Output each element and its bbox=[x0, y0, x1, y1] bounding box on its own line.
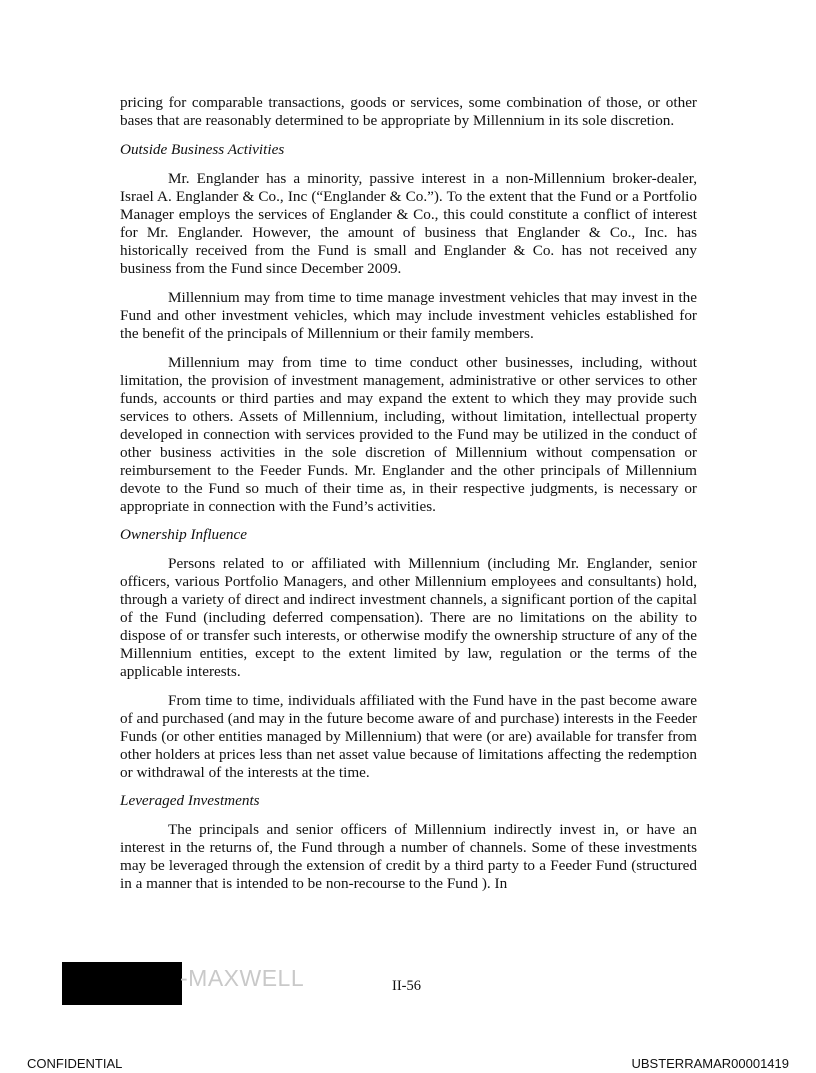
paragraph-pricing: pricing for comparable transactions, goods or services, some combination of those, or other bases that are reasonably determined to be appropriate by Millennium in its sole discretion. bbox=[120, 94, 697, 129]
paragraph-other-businesses: Millennium may from time to time conduct other businesses, including, without limitation, the provision of investment management, administrative or other services to other funds, accounts or third parties and may expand the extent to which they may provide such services to others. Assets of Millennium, including, without limitation, intellectual property developed in connection with services provided to the Fund may be utilized in the conduct of other business activities in the sole discretion of Millennium without compensation or reimbursement to the Feeder Funds. Mr. Englander and the other principals of Millennium devote to the Fund so much of their time as, in their respective judgments, is necessary or appropriate in connection with the Fund’s activities. bbox=[120, 354, 697, 515]
paragraph-persons-affiliated: Persons related to or affiliated with Millennium (including Mr. Englander, senior officers, various Portfolio Managers, and other Millennium employees and consultants) hold, through a variety of direct and indirect investment channels, a significant portion of the capital of the Fund (including deferred compensation). There are no limitations on the ability to dispose of or transfer such interests, or otherwise modify the ownership structure of any of the Millennium entities, except to the extent limited by law, regulation or the terms of the applicable interests. bbox=[120, 555, 697, 680]
heading-ownership-influence: Ownership Influence bbox=[120, 526, 247, 543]
confidential-label: CONFIDENTIAL bbox=[27, 1056, 123, 1071]
document-body bbox=[120, 94, 697, 893]
heading-outside-business-activities: Outside Business Activities bbox=[120, 141, 285, 158]
paragraph-investment-vehicles: Millennium may from time to time manage investment vehicles that may invest in the Fund and other investment vehicles, which may include investment vehicles established for the benefit of the principals of Millennium or their family members. bbox=[120, 289, 697, 342]
redaction-box bbox=[62, 962, 182, 1005]
paragraph-principals-invest: The principals and senior officers of Millennium indirectly invest in, or have an interest in the returns of, the Fund through a number of channels. Some of these investments may be leveraged through the extension of credit by a third party to a Feeder Fund (structured in a manner that is intended to be non-recourse to the Fund ). In bbox=[120, 821, 697, 892]
paragraph-englander-interest: Mr. Englander has a minority, passive interest in a non-Millennium broker-dealer, Israel A. Englander & Co., Inc (“Englander & Co.”). To the extent that the Fund or a Portfolio Manager employs the services of Englander & Co., this could constitute a conflict of interest for Mr. Englander. However, the amount of business that Englander & Co., Inc. has historically received from the Fund is small and Englander & Co. has not received any business from the Fund since December 2009. bbox=[120, 170, 697, 277]
heading-leveraged-investments: Leveraged Investments bbox=[120, 792, 260, 809]
bates-number: UBSTERRAMAR00001419 bbox=[631, 1056, 789, 1071]
maxwell-stamp: -MAXWELL bbox=[180, 965, 305, 991]
page-number: II-56 bbox=[392, 978, 421, 994]
paragraph-purchased-interests: From time to time, individuals affiliated with the Fund have in the past become aware of and purchased (and may in the future become aware of and purchase) interests in the Feeder Funds (or other entities managed by Millennium) that were (or are) available for transfer from other holders at prices less than net asset value because of limitations affecting the redemption or withdrawal of the interests at the time. bbox=[120, 692, 697, 781]
